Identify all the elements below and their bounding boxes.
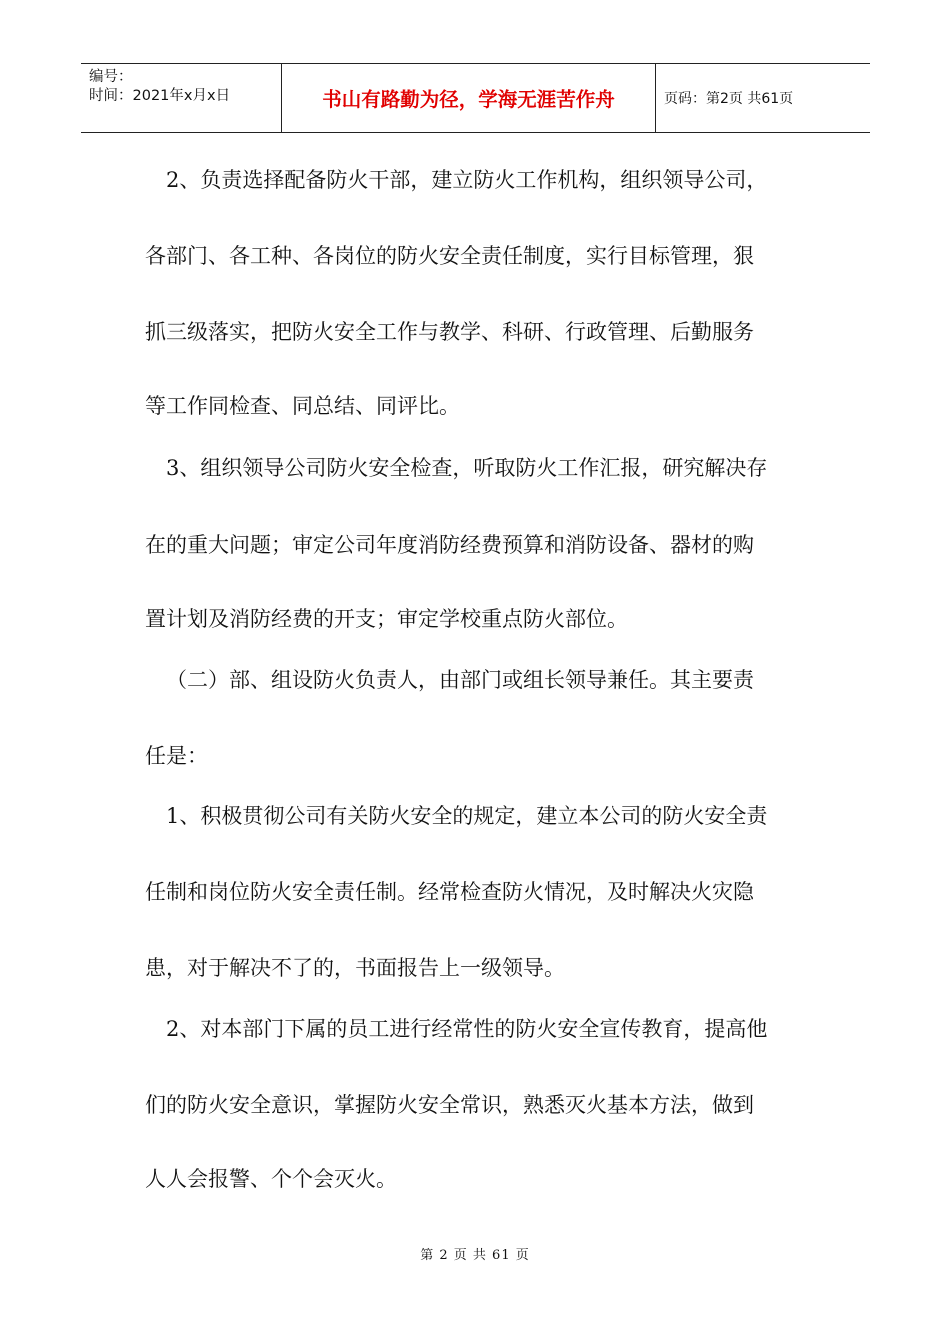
page-footer: 第 2 页 共 61 页 bbox=[420, 1248, 530, 1263]
text-line: 在的重大问题；审定公司年度消防经费预算和消防设备、器材的购 bbox=[145, 533, 754, 557]
text-line: （二）部、组设防火负责人，由部门或组长领导兼任。其主要责 bbox=[166, 668, 754, 692]
header-divider bbox=[655, 64, 656, 132]
text-line: 患，对于解决不了的，书面报告上一级领导。 bbox=[145, 956, 565, 980]
text-line: 3、组织领导公司防火安全检查，听取防火工作汇报，研究解决存 bbox=[166, 456, 768, 480]
text-line: 等工作同检查、同总结、同评比。 bbox=[145, 394, 460, 418]
text-line: 抓三级落实，把防火安全工作与教学、科研、行政管理、后勤服务 bbox=[145, 320, 754, 344]
page-header bbox=[81, 63, 870, 133]
text-line: 们的防火安全意识，掌握防火安全常识，熟悉灭火基本方法，做到 bbox=[145, 1093, 754, 1117]
text-line: 置计划及消防经费的开支；审定学校重点防火部位。 bbox=[145, 607, 628, 631]
text-line: 2、负责选择配备防火干部，建立防火工作机构，组织领导公司， bbox=[166, 168, 768, 192]
document-number-label: 编号： bbox=[89, 69, 133, 85]
text-line: 1、积极贯彻公司有关防火安全的规定，建立本公司的防火安全责 bbox=[166, 804, 768, 828]
header-page-info: 页码：第2页 共61页 bbox=[664, 91, 794, 107]
text-line: 人人会报警、个个会灭火。 bbox=[145, 1167, 397, 1191]
header-motto: 书山有路勤为径，学海无涯苦作舟 bbox=[322, 88, 615, 111]
text-line: 任是： bbox=[145, 744, 208, 768]
document-time: 时间：2021年x月x日 bbox=[89, 88, 231, 104]
header-meta bbox=[89, 68, 279, 106]
text-line: 2、对本部门下属的员工进行经常性的防火安全宣传教育，提高他 bbox=[166, 1017, 768, 1041]
text-line: 任制和岗位防火安全责任制。经常检查防火情况，及时解决火灾隐 bbox=[145, 880, 754, 904]
text-line: 各部门、各工种、各岗位的防火安全责任制度，实行目标管理，狠 bbox=[145, 244, 754, 268]
